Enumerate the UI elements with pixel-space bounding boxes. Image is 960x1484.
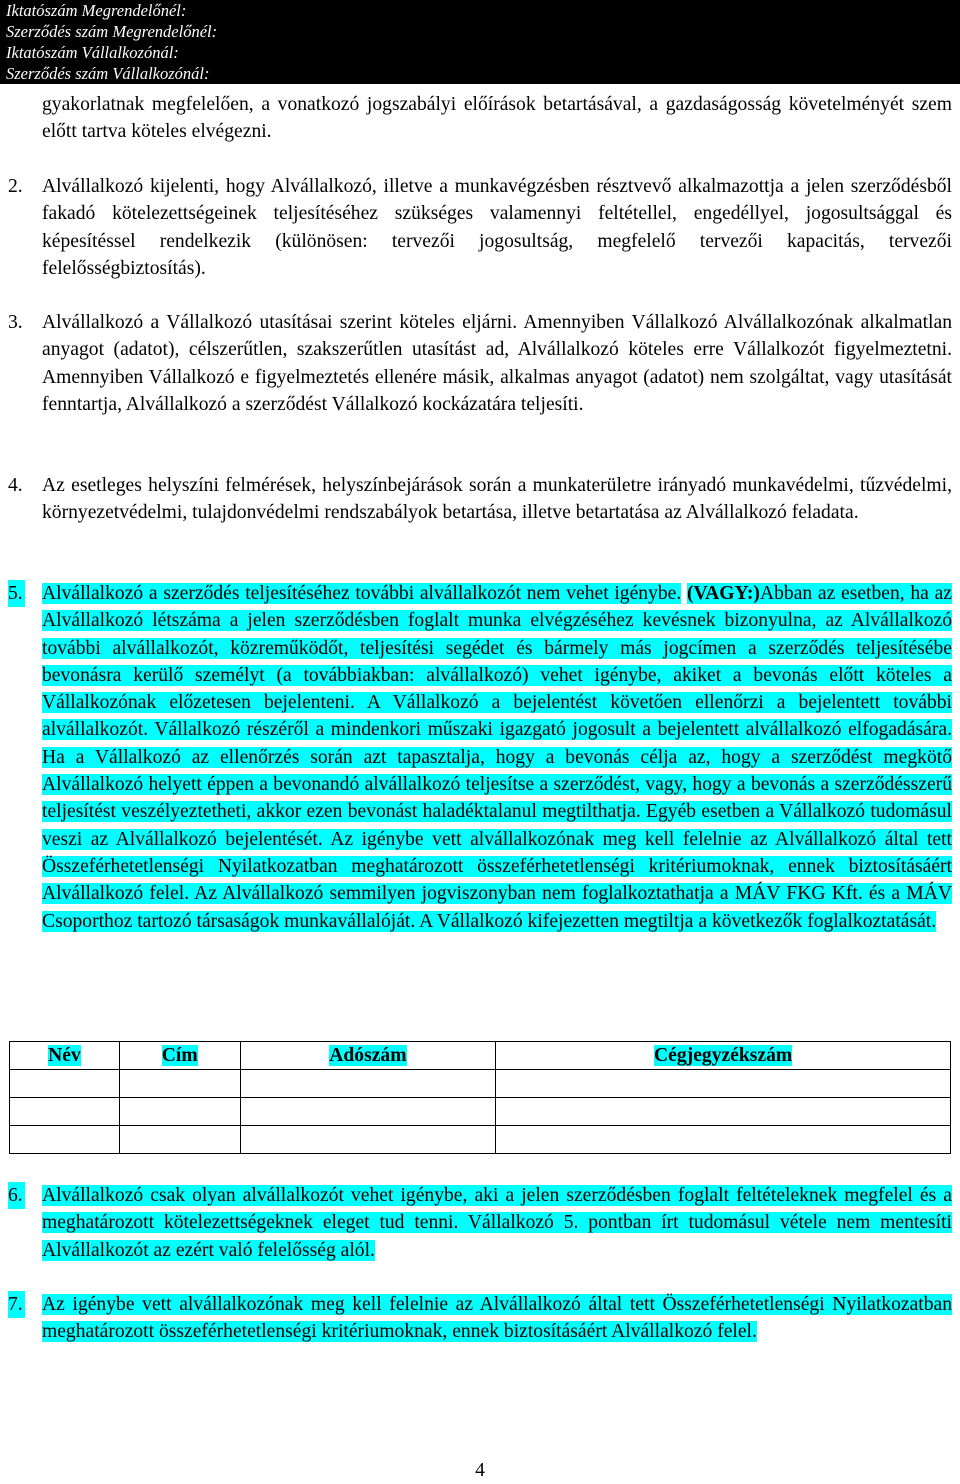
item-text: Az igénybe vett alvállalkozónak meg kell felelnie az Alvállalkozó által tett Összeférhetetlenségi Nyilatkozatban meghatározott összeférhetetlenségi kritériumoknak, ennek biztosításáért Alvállalkozó felel. [42,1294,952,1343]
item-2 [0,173,960,282]
table-cell [240,1070,496,1098]
item-5-vagy: (VAGY:) [687,583,760,604]
item-text: Alvállalkozó csak olyan alvállalkozót vehet igénybe, aki a jelen szerződésben foglalt feltételeknek megfelel és a meghatározott kötelezettségeknek eleget tud tenni. Vállalkozó 5. pontban írt tudomásul vétele nem mentesíti Alvállalkozót az ezért való felelősség alól. [42,1185,952,1261]
intro-text: gyakorlatnak megfelelően, a vonatkozó jogszabályi előírások betartásával, a gazdaságosság követelményét szem előtt tartva köteles elvégezni. [42,94,952,143]
table-cell [240,1126,496,1154]
item-5-text-b: Abban az esetben, ha az Alvállalkozó létszáma a jelen szerződésben foglalt munka elvégzéséhez kevésnek bizonyulna, az Alvállalkozó további alvállalkozót, közreműködőt, teljesítési segédet és bármely más jogcímen a szerződés teljesítésébe bevonásra kerülő személyt (a továbbiakban: alvállalkozó) vehet igénybe, akiket a bevonás előtt köteles a Vállalkozónak előzetesen bejelenteni. A Vállalkozó a bejelentést követően ellenőrzi a bejelentett további alvállalkozót. Vállalkozó részéről a mindenkori műszaki igazgató jogosult a bejelentett alvállalkozó elfogadására. Ha a Vállalkozó az ellenőrzés során azt tapasztalja, hogy a bevonás célja az, hogy a szerződést megkötő Alvállalkozó helyett éppen a bevonandó alvállalkozó teljesítse a szerződést, vagy, hogy a bevonás a szerződésszerű teljesítést veszélyeztetheti, akkor ezen bevonást haladéktalanul megtilthatja. Egyéb esetben a Vállalkozó tudomásul veszi az Alvállalkozó bejelentését. Az igénybe vett alvállalkozónak meg kell felelnie az Alvállalkozó által tett Összeférhetetlenségi Nyilatkozatban meghatározott összeférhetetlenségi kritériumoknak, ennek biztosításáért Alvállalkozó felel. Az Alvállalkozó semmilyen jogviszonyban nem foglalkoztathatja a MÁV FKG Kft. és a MÁV Csoporthoz tartozó társaságok munkavállalóját. A Vállalkozó kifejezetten megtiltja a következők foglalkoztatását. [42,583,952,932]
item-text: Alvállalkozó a Vállalkozó utasításai szerint köteles eljárni. Amennyiben Vállalkozó Alvállalkozónak alkalmatlan anyagot (adatot), célszerűtlen, szakszerűtlen utasítást ad, Alvállalkozó köteles erre Vállalkozót figyelmeztetni. Amennyiben Vállalkozó e figyelmeztetés ellenére másik, alkalmas anyagot (adatot) nem szolgáltat, vagy utasítását fenntartja, Alvállalkozó a szerződést Vállalkozó kockázatára teljesíti. [42,312,952,415]
intro-paragraph [0,91,960,146]
item-number: 7. [8,1291,25,1318]
table-header-cell: Cím [119,1042,240,1070]
table-cell [119,1126,240,1154]
table-cell [496,1098,951,1126]
header-line: Szerződés szám Vállalkozónál: [6,64,210,83]
table-cell [10,1126,120,1154]
table-header-cell: Cégjegyzékszám [496,1042,951,1070]
table-row [10,1070,951,1098]
table-cell [119,1070,240,1098]
table-cell [119,1098,240,1126]
table-row [10,1126,951,1154]
item-text: Alvállalkozó kijelenti, hogy Alvállalkozó, illetve a munkavégzésben résztvevő alkalmazottja a jelen szerződésből fakadó kötelezettségeinek teljesítéséhez szükséges valamennyi feltétellel, engedéllyel, jogosultsággal és képesítéssel rendelkezik (különösen: tervezői jogosultság, megfelelő tervezői kapacitás, tervezői felelősségbiztosítás). [42,176,952,279]
table-cell [10,1070,120,1098]
header-line: Iktatószám Vállalkozónál: [6,43,179,62]
item-number: 4. [8,475,23,496]
item-5-text-a: Alvállalkozó a szerződés teljesítéséhez további alvállalkozót nem vehet igénybe. [42,583,682,604]
header-line: Iktatószám Megrendelőnél: [6,1,187,20]
table-header-cell: Adószám [240,1042,496,1070]
item-4 [0,472,960,527]
item-6 [0,1182,960,1264]
item-5 [0,580,960,935]
item-number: 2. [8,176,23,197]
item-number: 5. [8,580,25,607]
table-header-cell: Név [10,1042,120,1070]
item-text [42,580,952,935]
table-cell [240,1098,496,1126]
item-3 [0,309,960,418]
table-cell [10,1098,120,1126]
subcontractor-table [9,1041,951,1154]
table-row [10,1098,951,1126]
table-header-row [10,1042,951,1070]
item-number: 3. [8,312,23,333]
item-7 [0,1291,960,1346]
item-number: 6. [8,1182,25,1209]
page-number: 4 [475,1460,485,1481]
document-header [0,0,960,84]
table-cell [496,1070,951,1098]
item-text: Az esetleges helyszíni felmérések, helyszínbejárások során a munkaterületre irányadó munkavédelmi, tűzvédelmi, környezetvédelmi, tulajdonvédelmi rendszabályok betartása, illetve betartatása az Alvállalkozó feladata. [42,475,952,524]
table-cell [496,1126,951,1154]
header-line: Szerződés szám Megrendelőnél: [6,22,218,41]
